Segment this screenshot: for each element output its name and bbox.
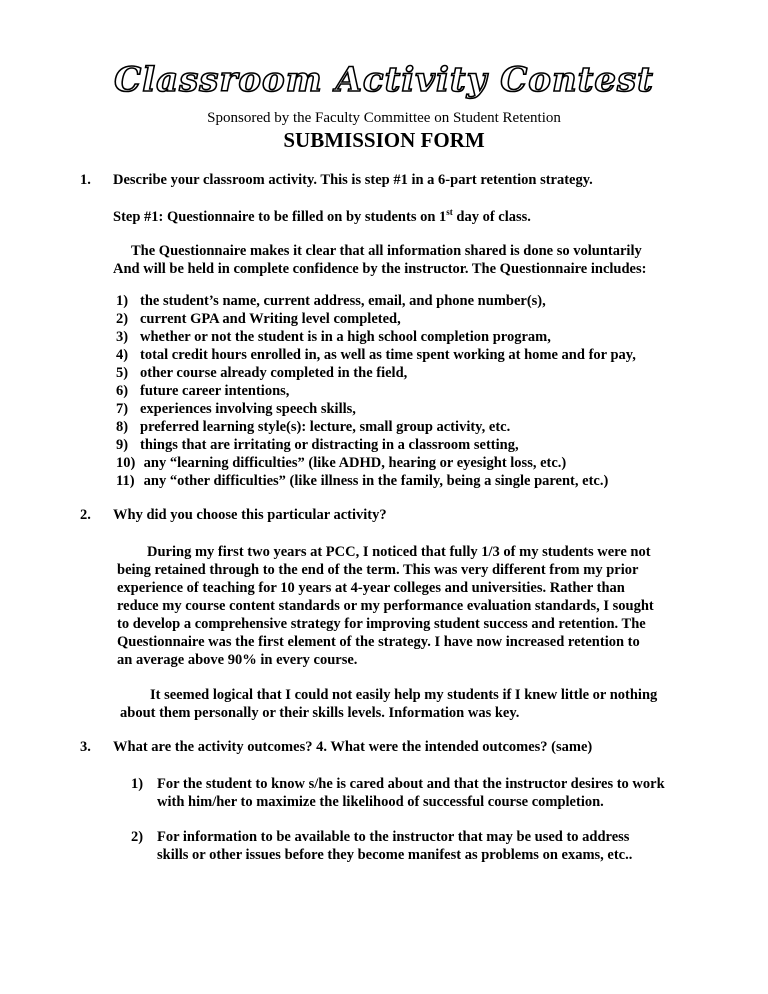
list-item-text: other course already completed in the field, xyxy=(140,365,408,381)
list-item-text: any “other difficulties” (like illness in the family, being a single parent, etc.) xyxy=(140,473,609,489)
list-item-number: 6) xyxy=(116,383,129,399)
paragraph-line: It seemed logical that I could not easily help my students if I knew little or nothing xyxy=(150,687,658,703)
paragraph-line: During my first two years at PCC, I noticed that fully 1/3 of my students were not xyxy=(147,544,651,560)
q3-question: What are the activity outcomes? 4. What were the intended outcomes? (same) xyxy=(113,739,593,755)
paragraph-line: Questionnaire was the first element of the strategy. I have now increased retention to xyxy=(117,634,640,650)
outcome-text-line-1: For the student to know s/he is cared about and that the instructor desires to work xyxy=(157,776,665,792)
q1-intro-line-1: The Questionnaire makes it clear that all information shared is done so voluntarily xyxy=(131,243,642,259)
paragraph-line: reduce my course content standards or my performance evaluation standards, I sought xyxy=(117,598,654,614)
outcome-text-line-1: For information to be available to the instructor that may be used to address xyxy=(157,829,630,845)
list-item-text: current GPA and Writing level completed, xyxy=(140,311,401,327)
outcome-text-line-2: skills or other issues before they become manifest as problems on exams, etc.. xyxy=(157,847,633,863)
list-item xyxy=(116,310,401,328)
list-item-number: 8) xyxy=(116,419,129,435)
list-item-text: things that are irritating or distracting in a classroom setting, xyxy=(140,437,519,453)
outcome-text-line-2: with him/her to maximize the likelihood of successful course completion. xyxy=(157,794,604,810)
list-item xyxy=(116,382,289,400)
form-subtitle: SUBMISSION FORM xyxy=(283,128,485,152)
q1-number: 1. xyxy=(80,172,91,188)
paragraph-line: to develop a comprehensive strategy for improving student success and retention. The xyxy=(117,616,646,632)
list-item xyxy=(116,472,608,490)
list-item xyxy=(116,454,566,472)
q1-question: Describe your classroom activity. This is step #1 in a 6-part retention strategy. xyxy=(113,172,593,188)
list-item-number: 2) xyxy=(116,311,129,327)
list-item-text: whether or not the student is in a high school completion program, xyxy=(140,329,551,345)
q1-intro-line-2: And will be held in complete confidence by the instructor. The Questionnaire includes: xyxy=(113,261,647,277)
list-item-number: 9) xyxy=(116,437,129,453)
list-item-text: total credit hours enrolled in, as well as time spent working at home and for pay, xyxy=(140,347,636,363)
q1-step-sup: st xyxy=(446,207,453,218)
paragraph-line: an average above 90% in every course. xyxy=(117,652,358,668)
sponsor-line: Sponsored by the Faculty Committee on Student Retention xyxy=(207,110,561,126)
list-item-number: 1) xyxy=(116,293,129,309)
list-item-text: future career intentions, xyxy=(140,383,290,399)
q3-number: 3. xyxy=(80,739,91,755)
list-item-text: the student’s name, current address, email, and phone number(s), xyxy=(140,293,546,309)
q1-step-line xyxy=(113,208,531,226)
paragraph-line: being retained through to the end of the term. This was very different from my prior xyxy=(117,562,639,578)
paragraph-line: experience of teaching for 10 years at 4-year colleges and universities. Rather than xyxy=(117,580,625,596)
q1-step-suffix: day of class. xyxy=(452,209,531,225)
list-item xyxy=(116,418,510,436)
paragraph-line: about them personally or their skills levels. Information was key. xyxy=(120,705,520,721)
page-title: Classroom Activity Contest xyxy=(114,60,654,100)
list-item-number: 5) xyxy=(116,365,129,381)
outcome-number: 1) xyxy=(131,776,144,792)
list-item-text: experiences involving speech skills, xyxy=(140,401,356,417)
list-item xyxy=(116,346,636,364)
list-item xyxy=(116,400,356,418)
list-item xyxy=(116,292,546,310)
list-item xyxy=(116,436,519,454)
list-item-text: preferred learning style(s): lecture, small group activity, etc. xyxy=(140,419,511,435)
list-item-number: 7) xyxy=(116,401,129,417)
list-item xyxy=(116,364,407,382)
list-item-number: 4) xyxy=(116,347,129,363)
q2-number: 2. xyxy=(80,507,91,523)
outcome-number: 2) xyxy=(131,829,144,845)
q2-question: Why did you choose this particular activity? xyxy=(113,507,387,523)
list-item-number: 3) xyxy=(116,329,129,345)
list-item xyxy=(116,328,551,346)
list-item-number: 10) xyxy=(116,455,136,471)
q1-step-prefix: Step #1: Questionnaire to be filled on by students on 1 xyxy=(113,209,447,225)
list-item-text: any “learning difficulties” (like ADHD, hearing or eyesight loss, etc.) xyxy=(140,455,567,471)
list-item-number: 11) xyxy=(116,473,135,489)
